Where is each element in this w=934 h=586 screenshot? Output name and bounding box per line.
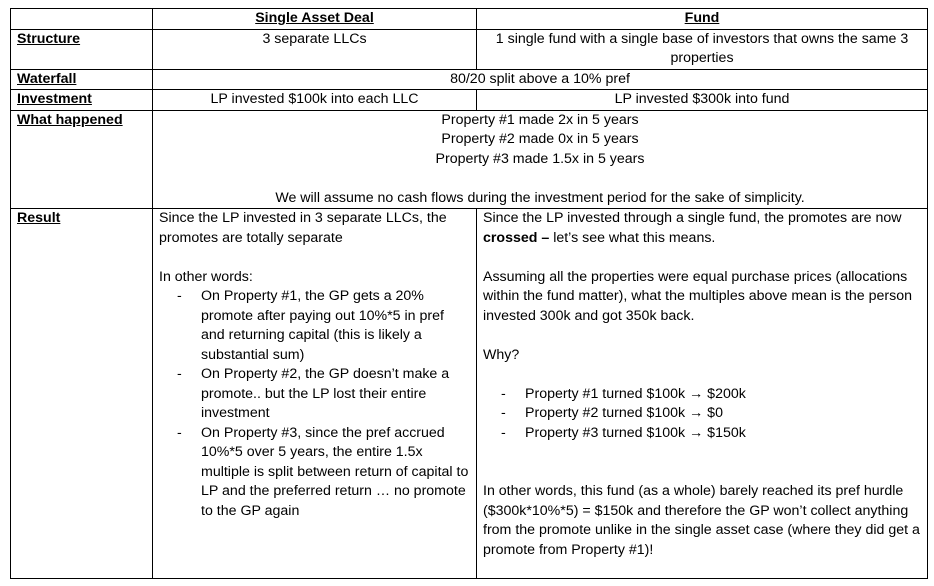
- spacer: [483, 248, 921, 268]
- structure-row: [11, 29, 928, 69]
- waterfall-value: 80/20 split above a 10% pref: [153, 69, 928, 90]
- result-single-bullets: [159, 287, 470, 521]
- list-item: - On Property #1, the GP gets a 20% promote after paying out 10%*5 in pref and returning capital (this is likely a substantial sum): [201, 287, 470, 365]
- structure-label: Structure: [11, 29, 153, 69]
- what-happened-line-3: Property #3 made 1.5x in 5 years: [435, 150, 645, 167]
- header-empty-cell: [11, 9, 153, 30]
- result-single-other-words: In other words:: [159, 268, 253, 285]
- structure-fund: 1 single fund with a single base of investors that owns the same 3 properties: [477, 29, 928, 69]
- structure-single: 3 separate LLCs: [153, 29, 477, 69]
- result-fund: [477, 209, 928, 579]
- result-fund-intro: [483, 209, 921, 248]
- result-fund-intro-before: Since the LP invested through a single fund, the promotes are now: [483, 210, 902, 226]
- result-single: [153, 209, 477, 579]
- what-happened-line-2: Property #2 made 0x in 5 years: [441, 131, 639, 147]
- what-happened-label: What happened: [11, 110, 153, 209]
- result-single-intro: Since the LP invested in 3 separate LLCs, the promotes are totally separate: [159, 210, 447, 246]
- spacer: [483, 365, 921, 385]
- spacer: [159, 169, 921, 189]
- what-happened-content: [153, 110, 928, 209]
- list-item: - Property #3 turned $100k → $150k: [525, 424, 921, 444]
- what-happened-note: We will assume no cash flows during the investment period for the sake of simplicity.: [275, 189, 805, 206]
- comparison-table: [10, 8, 928, 579]
- header-fund: Fund: [477, 9, 928, 30]
- spacer: [483, 463, 921, 483]
- header-row: [11, 9, 928, 30]
- result-label: Result: [11, 209, 153, 579]
- result-fund-why: Why?: [483, 346, 520, 363]
- result-fund-assume: Assuming all the properties were equal purchase prices (allocations within the fund matter), what the multiples above mean is the person invested 300k and got 350k back.: [483, 268, 913, 324]
- investment-single: LP invested $100k into each LLC: [153, 90, 477, 111]
- waterfall-label: Waterfall: [11, 69, 153, 90]
- result-row: [11, 209, 928, 579]
- list-item: - Property #2 turned $100k → $0: [525, 404, 921, 424]
- spacer: [483, 443, 921, 463]
- list-item: - Property #1 turned $100k → $200k: [525, 385, 921, 405]
- spacer: [159, 248, 470, 268]
- result-fund-intro-after: let’s see what this means.: [549, 229, 716, 246]
- header-single-asset-deal: Single Asset Deal: [153, 9, 477, 30]
- result-fund-intro-bold: crossed –: [483, 229, 550, 246]
- what-happened-row: [11, 110, 928, 209]
- result-fund-conclusion: In other words, this fund (as a whole) barely reached its pref hurdle ($300k*10%*5) = $150k and therefore the GP won’t collect anything from the promote unlike in the single asset case (where they did get a promote from Property #1)!: [483, 483, 920, 558]
- investment-label: Investment: [11, 90, 153, 111]
- spacer: [483, 326, 921, 346]
- waterfall-row: [11, 69, 928, 90]
- list-item: - On Property #2, the GP doesn’t make a promote.. but the LP lost their entire investment: [201, 365, 470, 424]
- list-item: - On Property #3, since the pref accrued 10%*5 over 5 years, the entire 1.5x multiple is split between return of capital to LP and the preferred return … no promote to the GP again: [201, 424, 470, 522]
- investment-row: [11, 90, 928, 111]
- investment-fund: LP invested $300k into fund: [477, 90, 928, 111]
- what-happened-line-1: Property #1 made 2x in 5 years: [441, 111, 639, 128]
- result-fund-bullets: [483, 385, 921, 444]
